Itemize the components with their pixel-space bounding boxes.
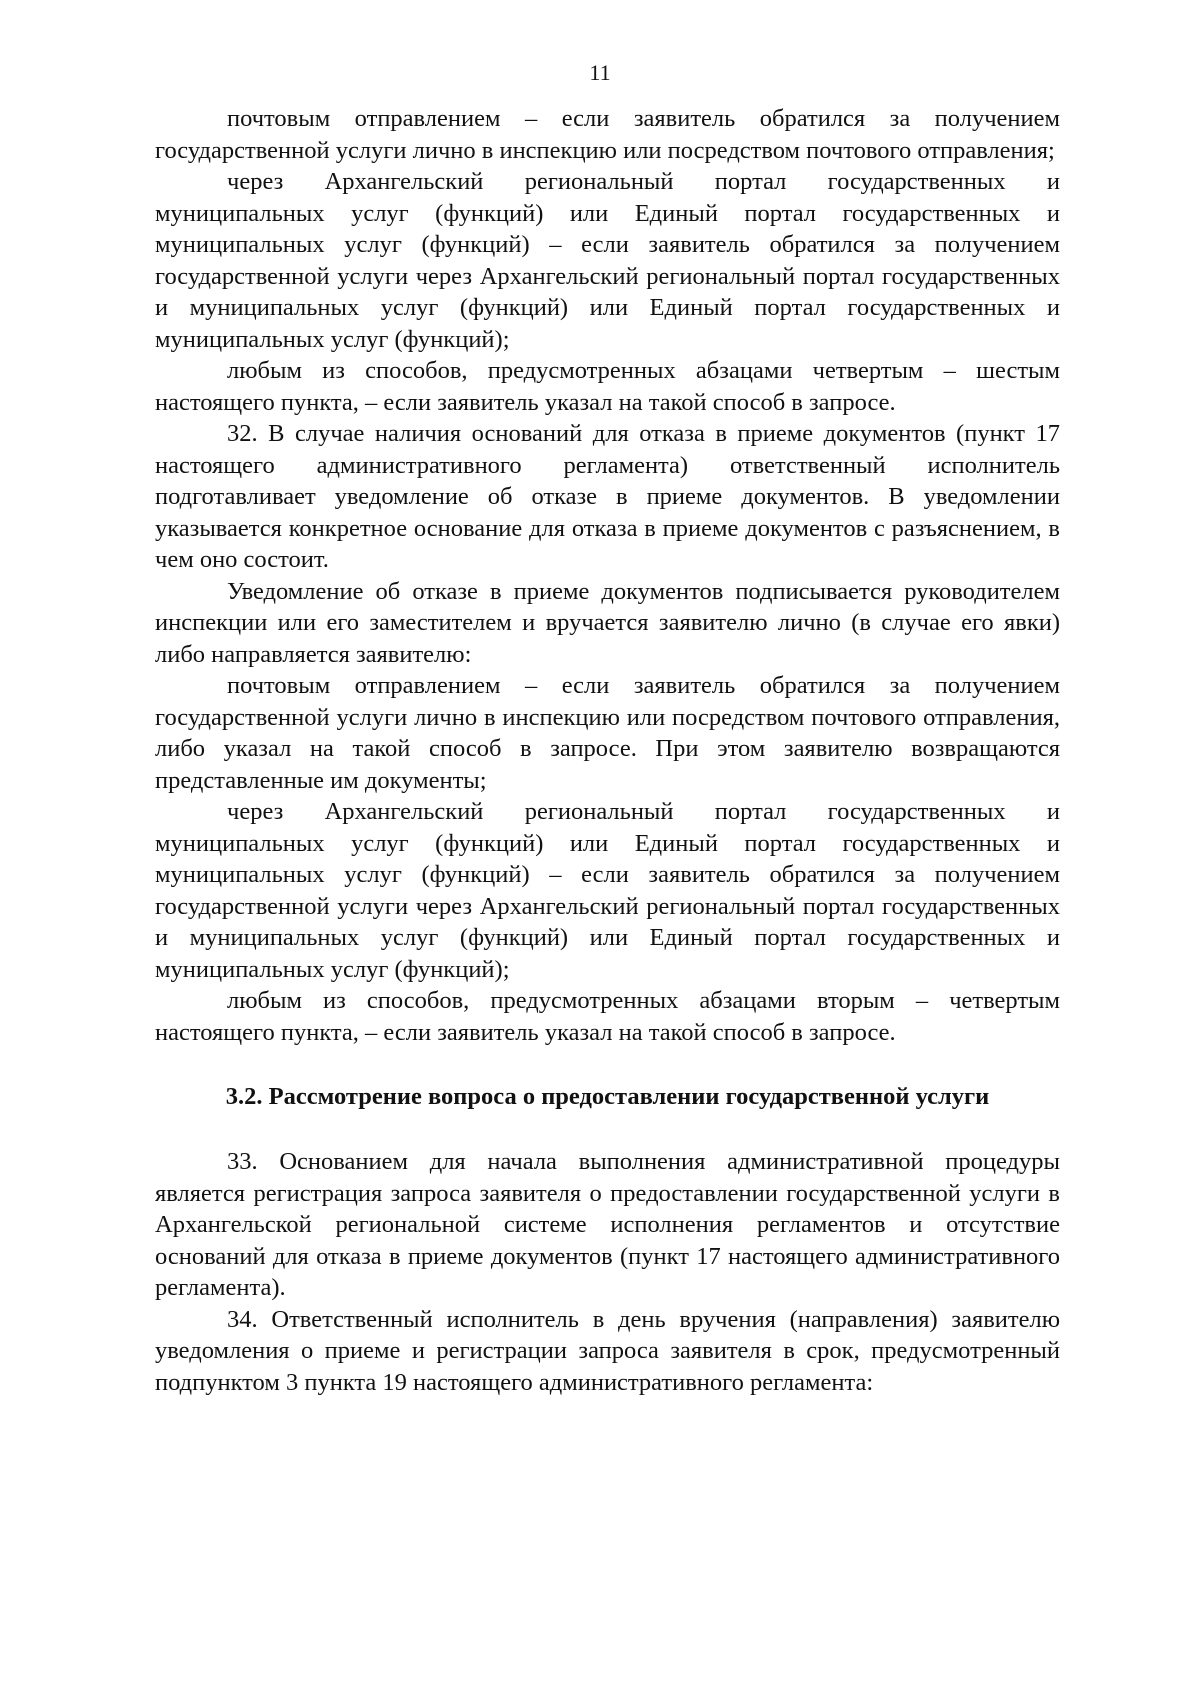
section-heading: 3.2. Рассмотрение вопроса о предоставлении государственной услуги — [225, 1083, 990, 1110]
paragraph: через Архангельский региональный портал государственных и муниципальных услуг (функций) или Единый портал государственных и муниципальных услуг (функций) – если заявитель обратился за получением государственной услуги через Архангельский региональный портал государственных и муниципальных услуг (функций) или Единый портал государственных и муниципальных услуг (функций); — [155, 798, 1060, 983]
paragraph: почтовым отправлением – если заявитель обратился за получением государственной услуги лично в инспекцию или посредством почтового отправления; — [155, 105, 1060, 164]
paragraph: 32. В случае наличия оснований для отказа в приеме документов (пункт 17 настоящего административного регламента) ответственный исполнитель подготавливает уведомление об отказе в приеме документов. В уведомлении указывается конкретное основание для отказа в приеме документов с разъяснением, в чем оно состоит. — [155, 420, 1060, 573]
paragraph: 33. Основанием для начала выполнения административной процедуры является регистрация запроса заявителя о предоставлении государственной услуги в Архангельской региональной системе исполнения регламентов и отсутствие оснований для отказа в приеме документов (пункт 17 настоящего административного регламента). — [155, 1148, 1060, 1301]
page-number: 11 — [589, 60, 611, 85]
paragraph: почтовым отправлением – если заявитель обратился за получением государственной услуги лично в инспекцию или посредством почтового отправления, либо указал на такой способ в запросе. При этом заявителю возвращаются представленные им документы; — [155, 672, 1060, 794]
paragraph: Уведомление об отказе в приеме документов подписывается руководителем инспекции или его заместителем и вручается заявителю лично (в случае его явки) либо направляется заявителю: — [155, 577, 1060, 668]
paragraph: любым из способов, предусмотренных абзацами четвертым – шестым настоящего пункта, – если заявитель указал на такой способ в запросе. — [155, 357, 1060, 416]
paragraph: 34. Ответственный исполнитель в день вручения (направления) заявителю уведомления о приеме и регистрации запроса заявителя в срок, предусмотренный подпунктом 3 пункта 19 настоящего административного регламента: — [155, 1305, 1060, 1396]
document-body — [155, 103, 1060, 1398]
paragraph: через Архангельский региональный портал государственных и муниципальных услуг (функций) или Единый портал государственных и муниципальных услуг (функций) – если заявитель обратился за получением государственной услуги через Архангельский региональный портал государственных и муниципальных услуг (функций) или Единый портал государственных и муниципальных услуг (функций); — [155, 168, 1060, 353]
paragraph: любым из способов, предусмотренных абзацами вторым – четвертым настоящего пункта, – если заявитель указал на такой способ в запросе. — [155, 987, 1060, 1046]
